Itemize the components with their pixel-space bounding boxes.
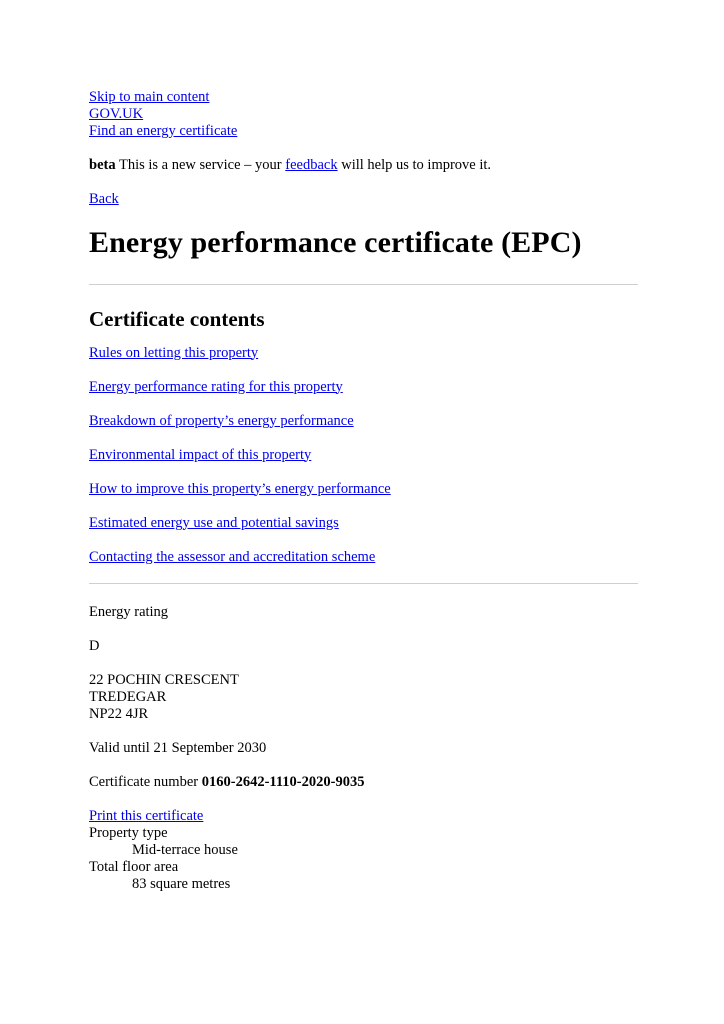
contents-item (89, 515, 638, 532)
contents-link-estimated-energy-use[interactable]: Estimated energy use and potential savings (89, 514, 339, 531)
back-link[interactable]: Back (89, 191, 119, 207)
property-address (89, 672, 638, 723)
contents-heading: Certificate contents (89, 306, 265, 331)
contents-item (89, 481, 638, 498)
address-line: NP22 4JR (89, 705, 149, 722)
page-title: Energy performance certificate (EPC) (89, 225, 582, 259)
skip-to-main-link[interactable]: Skip to main content (89, 89, 210, 105)
certificate-number (89, 774, 638, 791)
certificate-number-value: 0160-2642-1110-2020-9035 (201, 773, 365, 790)
contents-list (89, 345, 638, 566)
print-line (89, 808, 638, 825)
contents-link-rules-on-letting[interactable]: Rules on letting this property (89, 344, 259, 361)
contents-link-how-to-improve[interactable]: How to improve this property’s energy performance (89, 480, 391, 497)
certificate-number-label: Certificate number (89, 773, 202, 790)
contents-item (89, 413, 638, 430)
feedback-link[interactable]: feedback (285, 157, 338, 173)
phase-banner (89, 157, 638, 174)
phase-text-before: This is a new service – your (115, 157, 286, 173)
phase-tag: beta (89, 157, 116, 173)
energy-rating-label: Energy rating (89, 603, 169, 620)
print-certificate-link[interactable]: Print this certificate (89, 807, 204, 824)
phase-text-after: will help us to improve it. (337, 157, 492, 173)
contents-item (89, 379, 638, 396)
page-container (89, 89, 638, 893)
property-type-term: Property type (89, 824, 168, 841)
header-links (89, 89, 638, 140)
section-divider (89, 284, 638, 285)
address-line: TREDEGAR (89, 688, 167, 705)
property-details (89, 825, 638, 893)
contents-link-contacting-assessor[interactable]: Contacting the assessor and accreditation scheme (89, 548, 376, 565)
floor-area-value: 83 square metres (132, 875, 231, 892)
section-divider (89, 583, 638, 584)
floor-area-term: Total floor area (89, 858, 179, 875)
address-line: 22 POCHIN CRESCENT (89, 671, 239, 688)
contents-link-environmental-impact[interactable]: Environmental impact of this property (89, 446, 312, 463)
contents-link-breakdown[interactable]: Breakdown of property’s energy performance (89, 412, 354, 429)
service-name-link[interactable]: Find an energy certificate (89, 123, 238, 139)
contents-item (89, 549, 638, 566)
contents-item (89, 447, 638, 464)
govuk-home-link[interactable]: GOV.UK (89, 106, 144, 122)
contents-item (89, 345, 638, 362)
energy-rating-value: D (89, 637, 100, 654)
contents-link-energy-rating[interactable]: Energy performance rating for this property (89, 378, 343, 395)
valid-until: Valid until 21 September 2030 (89, 739, 267, 756)
property-type-value: Mid-terrace house (132, 841, 238, 858)
